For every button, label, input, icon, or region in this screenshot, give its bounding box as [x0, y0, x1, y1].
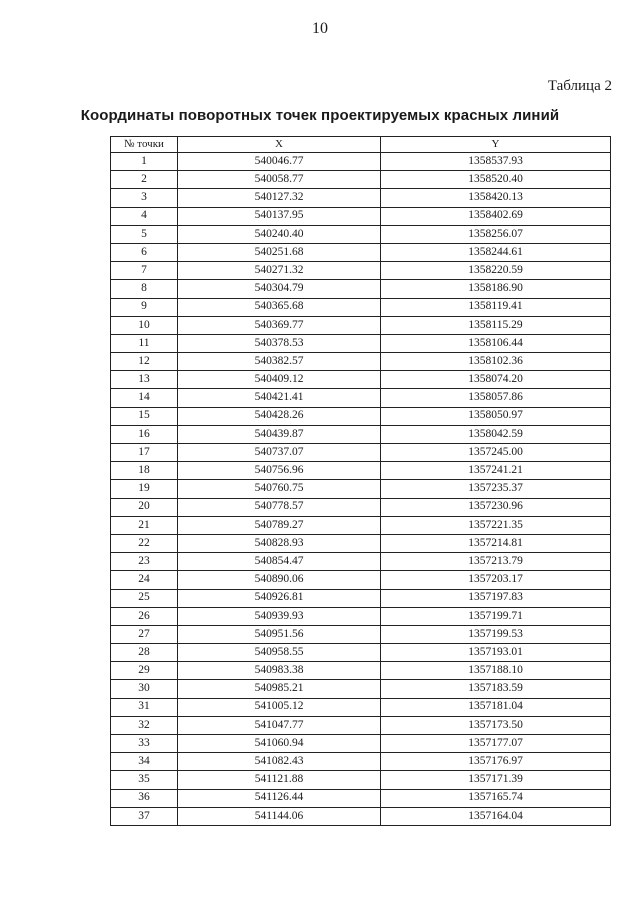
y-coordinate-cell: 1358520.40 — [381, 171, 611, 189]
table-row — [111, 389, 611, 407]
y-coordinate-cell: 1357221.35 — [381, 516, 611, 534]
y-coordinate-cell: 1357203.17 — [381, 571, 611, 589]
point-number-cell: 2 — [111, 171, 178, 189]
x-coordinate-cell: 540958.55 — [178, 644, 381, 662]
table-row — [111, 662, 611, 680]
y-coordinate-cell: 1357183.59 — [381, 680, 611, 698]
point-number-cell: 15 — [111, 407, 178, 425]
table-row — [111, 753, 611, 771]
x-coordinate-cell: 540127.32 — [178, 189, 381, 207]
point-number-cell: 10 — [111, 316, 178, 334]
point-number-cell: 33 — [111, 735, 178, 753]
y-coordinate-cell: 1357235.37 — [381, 480, 611, 498]
coordinates-table — [110, 136, 611, 826]
x-coordinate-cell: 540137.95 — [178, 207, 381, 225]
point-number-cell: 23 — [111, 553, 178, 571]
point-number-cell: 19 — [111, 480, 178, 498]
point-number-cell: 35 — [111, 771, 178, 789]
y-coordinate-cell: 1358115.29 — [381, 316, 611, 334]
column-header-point-number: № точки — [111, 137, 178, 153]
x-coordinate-cell: 540985.21 — [178, 680, 381, 698]
x-coordinate-cell: 540378.53 — [178, 334, 381, 352]
table-row — [111, 498, 611, 516]
x-coordinate-cell: 540854.47 — [178, 553, 381, 571]
table-label: Таблица 2 — [547, 78, 612, 94]
table-row — [111, 571, 611, 589]
table-row — [111, 425, 611, 443]
y-coordinate-cell: 1357199.71 — [381, 607, 611, 625]
x-coordinate-cell: 541060.94 — [178, 735, 381, 753]
table-row — [111, 771, 611, 789]
x-coordinate-cell: 541082.43 — [178, 753, 381, 771]
table-row — [111, 262, 611, 280]
x-coordinate-cell: 540737.07 — [178, 444, 381, 462]
table-row — [111, 589, 611, 607]
point-number-cell: 31 — [111, 698, 178, 716]
y-coordinate-cell: 1357188.10 — [381, 662, 611, 680]
y-coordinate-cell: 1358186.90 — [381, 280, 611, 298]
x-coordinate-cell: 540421.41 — [178, 389, 381, 407]
y-coordinate-cell: 1358050.97 — [381, 407, 611, 425]
table-row — [111, 462, 611, 480]
x-coordinate-cell: 541121.88 — [178, 771, 381, 789]
y-coordinate-cell: 1357165.74 — [381, 789, 611, 807]
point-number-cell: 5 — [111, 225, 178, 243]
point-number-cell: 13 — [111, 371, 178, 389]
x-coordinate-cell: 540240.40 — [178, 225, 381, 243]
page-number: 10 — [312, 20, 328, 37]
table-row — [111, 189, 611, 207]
y-coordinate-cell: 1358244.61 — [381, 243, 611, 261]
point-number-cell: 1 — [111, 153, 178, 171]
column-header-x: X — [178, 137, 381, 153]
table-row — [111, 698, 611, 716]
y-coordinate-cell: 1357245.00 — [381, 444, 611, 462]
point-number-cell: 21 — [111, 516, 178, 534]
table-row — [111, 553, 611, 571]
table-row — [111, 516, 611, 534]
point-number-cell: 17 — [111, 444, 178, 462]
x-coordinate-cell: 540778.57 — [178, 498, 381, 516]
column-header-y: Y — [381, 137, 611, 153]
table-row — [111, 153, 611, 171]
point-number-cell: 14 — [111, 389, 178, 407]
x-coordinate-cell: 540409.12 — [178, 371, 381, 389]
y-coordinate-cell: 1357213.79 — [381, 553, 611, 571]
y-coordinate-cell: 1358537.93 — [381, 153, 611, 171]
y-coordinate-cell: 1357230.96 — [381, 498, 611, 516]
x-coordinate-cell: 540828.93 — [178, 534, 381, 552]
y-coordinate-cell: 1357164.04 — [381, 807, 611, 825]
y-coordinate-cell: 1357197.83 — [381, 589, 611, 607]
x-coordinate-cell: 540939.93 — [178, 607, 381, 625]
x-coordinate-cell: 541047.77 — [178, 716, 381, 734]
table-row — [111, 789, 611, 807]
x-coordinate-cell: 540983.38 — [178, 662, 381, 680]
table-row — [111, 607, 611, 625]
y-coordinate-cell: 1358402.69 — [381, 207, 611, 225]
x-coordinate-cell: 540439.87 — [178, 425, 381, 443]
table-row — [111, 444, 611, 462]
x-coordinate-cell: 540760.75 — [178, 480, 381, 498]
point-number-cell: 12 — [111, 353, 178, 371]
point-number-cell: 11 — [111, 334, 178, 352]
table-row — [111, 807, 611, 825]
x-coordinate-cell: 541144.06 — [178, 807, 381, 825]
x-coordinate-cell: 540789.27 — [178, 516, 381, 534]
x-coordinate-cell: 540046.77 — [178, 153, 381, 171]
x-coordinate-cell: 540365.68 — [178, 298, 381, 316]
y-coordinate-cell: 1358102.36 — [381, 353, 611, 371]
point-number-cell: 22 — [111, 534, 178, 552]
point-number-cell: 7 — [111, 262, 178, 280]
point-number-cell: 32 — [111, 716, 178, 734]
table-row — [111, 334, 611, 352]
x-coordinate-cell: 540304.79 — [178, 280, 381, 298]
y-coordinate-cell: 1357176.97 — [381, 753, 611, 771]
point-number-cell: 9 — [111, 298, 178, 316]
point-number-cell: 29 — [111, 662, 178, 680]
y-coordinate-cell: 1358074.20 — [381, 371, 611, 389]
y-coordinate-cell: 1358420.13 — [381, 189, 611, 207]
point-number-cell: 25 — [111, 589, 178, 607]
point-number-cell: 20 — [111, 498, 178, 516]
x-coordinate-cell: 540251.68 — [178, 243, 381, 261]
y-coordinate-cell: 1358106.44 — [381, 334, 611, 352]
y-coordinate-cell: 1358256.07 — [381, 225, 611, 243]
x-coordinate-cell: 540951.56 — [178, 625, 381, 643]
table-row — [111, 280, 611, 298]
point-number-cell: 30 — [111, 680, 178, 698]
point-number-cell: 4 — [111, 207, 178, 225]
table-row — [111, 171, 611, 189]
point-number-cell: 27 — [111, 625, 178, 643]
table-row — [111, 407, 611, 425]
table-row — [111, 207, 611, 225]
table-row — [111, 298, 611, 316]
table-row — [111, 680, 611, 698]
y-coordinate-cell: 1357177.07 — [381, 735, 611, 753]
table-row — [111, 716, 611, 734]
x-coordinate-cell: 540890.06 — [178, 571, 381, 589]
point-number-cell: 16 — [111, 425, 178, 443]
y-coordinate-cell: 1357181.04 — [381, 698, 611, 716]
table-title: Координаты поворотных точек проектируемых красных линий — [80, 107, 560, 124]
table-row — [111, 243, 611, 261]
table-row — [111, 316, 611, 334]
point-number-cell: 18 — [111, 462, 178, 480]
point-number-cell: 37 — [111, 807, 178, 825]
y-coordinate-cell: 1357241.21 — [381, 462, 611, 480]
point-number-cell: 24 — [111, 571, 178, 589]
point-number-cell: 34 — [111, 753, 178, 771]
table-row — [111, 353, 611, 371]
y-coordinate-cell: 1358220.59 — [381, 262, 611, 280]
table-row — [111, 480, 611, 498]
y-coordinate-cell: 1357199.53 — [381, 625, 611, 643]
y-coordinate-cell: 1358057.86 — [381, 389, 611, 407]
x-coordinate-cell: 541126.44 — [178, 789, 381, 807]
point-number-cell: 6 — [111, 243, 178, 261]
y-coordinate-cell: 1358119.41 — [381, 298, 611, 316]
point-number-cell: 28 — [111, 644, 178, 662]
table-row — [111, 644, 611, 662]
x-coordinate-cell: 540058.77 — [178, 171, 381, 189]
x-coordinate-cell: 540756.96 — [178, 462, 381, 480]
y-coordinate-cell: 1358042.59 — [381, 425, 611, 443]
x-coordinate-cell: 540926.81 — [178, 589, 381, 607]
table-row — [111, 534, 611, 552]
point-number-cell: 26 — [111, 607, 178, 625]
table-row — [111, 225, 611, 243]
point-number-cell: 36 — [111, 789, 178, 807]
x-coordinate-cell: 540271.32 — [178, 262, 381, 280]
table-row — [111, 625, 611, 643]
table-row — [111, 371, 611, 389]
table-body — [111, 153, 611, 826]
point-number-cell: 8 — [111, 280, 178, 298]
x-coordinate-cell: 540428.26 — [178, 407, 381, 425]
y-coordinate-cell: 1357214.81 — [381, 534, 611, 552]
x-coordinate-cell: 540369.77 — [178, 316, 381, 334]
table-header-row — [111, 137, 611, 153]
y-coordinate-cell: 1357171.39 — [381, 771, 611, 789]
x-coordinate-cell: 541005.12 — [178, 698, 381, 716]
table-row — [111, 735, 611, 753]
y-coordinate-cell: 1357173.50 — [381, 716, 611, 734]
point-number-cell: 3 — [111, 189, 178, 207]
x-coordinate-cell: 540382.57 — [178, 353, 381, 371]
y-coordinate-cell: 1357193.01 — [381, 644, 611, 662]
